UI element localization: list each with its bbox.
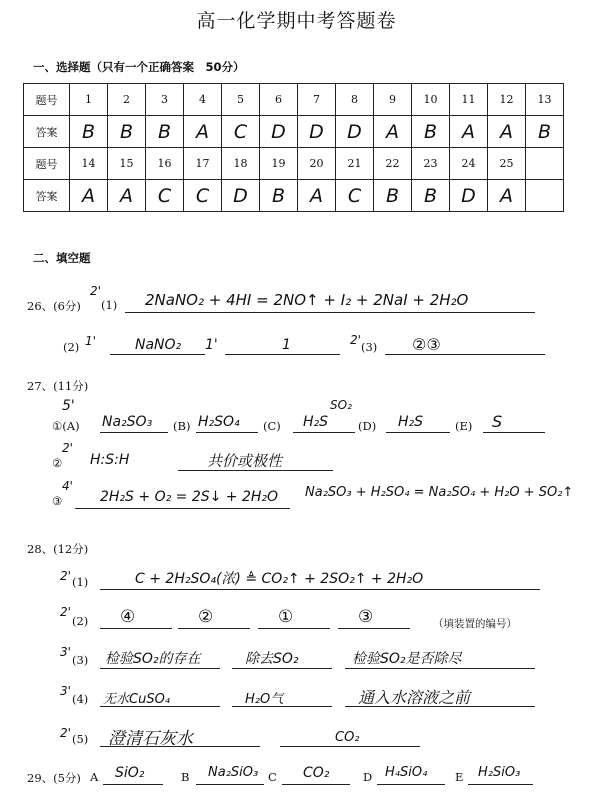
number-cell: 5 <box>222 84 260 116</box>
q26-answer1: 2NaNO₂ + 4HI = 2NO↑ + I₂ + 2NaI + 2H₂O <box>145 291 469 309</box>
number-cell: 20 <box>298 148 336 180</box>
q29-partD-label: D <box>363 770 373 784</box>
number-cell: 1 <box>70 84 108 116</box>
answer-cell: A <box>108 180 146 212</box>
q29-answerD: H₄SiO₄ <box>385 765 428 780</box>
number-cell: 15 <box>108 148 146 180</box>
number-cell <box>526 148 564 180</box>
answer-cell: A <box>298 180 336 212</box>
q27-answer3a-line <box>75 508 290 509</box>
q28-answer2-item: ③ <box>358 607 374 627</box>
q27-answerC: H₂S <box>303 414 329 430</box>
answer-cell: D <box>336 116 374 148</box>
q29-answerE-line <box>468 784 533 785</box>
answer-cell: B <box>412 180 450 212</box>
q29-answerA-line <box>103 784 163 785</box>
q29-partE-label: E <box>455 770 464 784</box>
number-cell: 13 <box>526 84 564 116</box>
q26-part3-label: (3) <box>361 340 378 354</box>
q27-score-mark: 5' <box>62 398 75 414</box>
q28-answer3-line <box>345 668 535 669</box>
answer-cell: C <box>336 180 374 212</box>
q27-answerA: Na₂SO₃ <box>102 414 153 430</box>
q27-label: 27、(11分) <box>27 379 89 393</box>
q28-part4-label: (4) <box>72 692 89 706</box>
section-fill-heading: 二、填空题 <box>33 251 91 265</box>
q26-score-mark: 2' <box>350 333 361 347</box>
q27-partC-label: (C) <box>263 419 281 433</box>
answer-cell: A <box>184 116 222 148</box>
q29-answerB: Na₂SiO₃ <box>208 765 259 780</box>
q28-answer4-item: 无水CuSO₄ <box>103 692 171 707</box>
q26-answer3-line <box>225 354 340 355</box>
table-row-answers-2 <box>24 180 564 212</box>
q28-answer1: C + 2H₂SO₄(浓) ≜ CO₂↑ + 2SO₂↑ + 2H₂O <box>135 571 424 587</box>
q28-answer2-line <box>178 628 250 629</box>
number-cell: 3 <box>146 84 184 116</box>
q29-partC-label: C <box>268 770 277 784</box>
q28-answer4-item: 通入水溶液之前 <box>358 688 471 707</box>
q27-score-mark: 2' <box>62 441 73 455</box>
q29-partA-label: A <box>90 770 99 784</box>
answer-cell: D <box>450 180 488 212</box>
q27-answer2a: H:S:H <box>90 452 130 468</box>
q28-answer2-line <box>100 628 172 629</box>
q27-answerA-line <box>100 432 168 433</box>
q27-partA-label: ①(A) <box>52 419 80 433</box>
q29-partB-label: B <box>181 770 190 784</box>
answer-cell: A <box>488 180 526 212</box>
number-cell: 23 <box>412 148 450 180</box>
answer-cell: B <box>70 116 108 148</box>
q27-answerB-line <box>196 432 258 433</box>
answer-cell: B <box>412 116 450 148</box>
q27-partE-label: (E) <box>455 419 473 433</box>
q28-score-mark: 2' <box>60 605 71 619</box>
number-cell: 2 <box>108 84 146 116</box>
q28-answer3-item: 检验SO₂的存在 <box>105 651 201 667</box>
q28-answer2-item: ② <box>198 607 214 627</box>
q28-answer1-line <box>100 589 540 590</box>
q29-label: 29、(5分) <box>27 771 81 785</box>
answer-cell: D <box>222 180 260 212</box>
number-cell: 12 <box>488 84 526 116</box>
q27-answer3a: 2H₂S + O₂ = 2S↓ + 2H₂O <box>100 489 279 505</box>
q28-answer3-item: 除去SO₂ <box>245 651 299 667</box>
answer-cell <box>526 180 564 212</box>
q28-score-mark: 2' <box>60 726 71 740</box>
q28-answer5-item: 澄清石灰水 <box>108 729 193 749</box>
number-cell: 25 <box>488 148 526 180</box>
answer-table <box>23 83 564 212</box>
q27-part3-label: ③ <box>52 494 63 508</box>
answer-cell: B <box>260 180 298 212</box>
table-row-answers-1 <box>24 116 564 148</box>
number-cell: 8 <box>336 84 374 116</box>
q26-part1-label: (1) <box>101 298 118 312</box>
q27-score-mark: 4' <box>62 479 73 493</box>
q26-answer1-line <box>125 312 535 313</box>
number-cell: 24 <box>450 148 488 180</box>
q27-answerD-line <box>386 432 450 433</box>
q26-part2-label: (2) <box>63 340 80 354</box>
row-label-answer: 答案 <box>24 180 70 212</box>
answer-cell: B <box>526 116 564 148</box>
number-cell: 18 <box>222 148 260 180</box>
q28-answer3-item: 检验SO₂是否除尽 <box>352 651 462 667</box>
number-cell: 22 <box>374 148 412 180</box>
number-cell: 16 <box>146 148 184 180</box>
q28-part1-label: (1) <box>72 575 89 589</box>
q26-answer2: NaNO₂ <box>135 337 182 353</box>
page-title: 高一化学期中考答题卷 <box>196 10 397 32</box>
q28-part2-label: (2) <box>72 614 89 628</box>
table-row-numbers-1 <box>24 84 564 116</box>
q28-answer5-line <box>280 746 420 747</box>
q27-answer3b: Na₂SO₃ + H₂SO₄ = Na₂SO₄ + H₂O + SO₂↑ <box>305 485 574 500</box>
q29-answerC: CO₂ <box>303 765 330 781</box>
q27-answerC-top: SO₂ <box>330 398 352 412</box>
q29-answerB-line <box>196 784 264 785</box>
q27-answer2b: 共价或极性 <box>207 452 283 470</box>
q28-answer3-line <box>100 668 220 669</box>
q27-partD-label: (D) <box>358 419 377 433</box>
answer-cell: B <box>108 116 146 148</box>
q29-answerA: SiO₂ <box>115 765 145 781</box>
q28-answer2-item: ④ <box>120 607 136 627</box>
answer-cell: A <box>488 116 526 148</box>
q27-part2-label: ② <box>52 456 63 470</box>
number-cell: 7 <box>298 84 336 116</box>
section-choice-heading: 一、选择题（只有一个正确答案 50分） <box>33 60 245 74</box>
q28-answer2-item: ① <box>278 607 294 627</box>
number-cell: 9 <box>374 84 412 116</box>
q26-answer3: 1 <box>282 337 291 353</box>
q27-answerE: S <box>492 412 503 431</box>
q28-note: （填装置的编号） <box>433 618 517 630</box>
number-cell: 17 <box>184 148 222 180</box>
q27-answerD: H₂S <box>398 414 424 430</box>
number-cell: 19 <box>260 148 298 180</box>
q28-score-mark: 3' <box>60 645 71 659</box>
number-cell: 14 <box>70 148 108 180</box>
q28-part5-label: (5) <box>72 732 89 746</box>
q26-score-mark: 1' <box>85 334 96 348</box>
q27-answerC-line <box>293 432 355 433</box>
row-label-answer: 答案 <box>24 116 70 148</box>
q28-answer5-item: CO₂ <box>335 730 360 745</box>
number-cell: 10 <box>412 84 450 116</box>
number-cell: 11 <box>450 84 488 116</box>
q28-answer2-line <box>258 628 330 629</box>
answer-cell: C <box>184 180 222 212</box>
row-label-number: 题号 <box>24 148 70 180</box>
answer-cell: D <box>260 116 298 148</box>
q28-score-mark: 3' <box>60 684 71 698</box>
q28-answer4-item: H₂O气 <box>245 692 284 707</box>
number-cell: 6 <box>260 84 298 116</box>
q28-answer2-line <box>338 628 410 629</box>
q29-answerD-line <box>377 784 445 785</box>
answer-cell: C <box>146 180 184 212</box>
answer-cell: B <box>146 116 184 148</box>
q26-score-mark: 2' <box>90 284 101 298</box>
q27-partB-label: (B) <box>173 419 191 433</box>
q26-answer2-line <box>110 354 205 355</box>
q26-answer4-line <box>385 354 545 355</box>
q29-answerE: H₂SiO₃ <box>478 765 521 780</box>
table-row-numbers-2 <box>24 148 564 180</box>
row-label-number: 题号 <box>24 84 70 116</box>
answer-cell: B <box>374 180 412 212</box>
q28-label: 28、(12分) <box>27 542 89 556</box>
q28-score-mark: 2' <box>60 569 71 583</box>
answer-cell: D <box>298 116 336 148</box>
answer-cell: A <box>450 116 488 148</box>
number-cell: 21 <box>336 148 374 180</box>
q29-answerC-line <box>282 784 350 785</box>
q28-answer3-line <box>232 668 332 669</box>
q27-answerB: H₂SO₄ <box>198 414 240 430</box>
q26-label: 26、(6分) <box>27 299 81 313</box>
answer-cell: A <box>374 116 412 148</box>
answer-cell: C <box>222 116 260 148</box>
q26-answer4: ②③ <box>412 335 441 354</box>
q26-score-mark: 1' <box>205 337 218 353</box>
answer-cell: A <box>70 180 108 212</box>
q28-part3-label: (3) <box>72 653 89 667</box>
number-cell: 4 <box>184 84 222 116</box>
q27-answerE-line <box>483 432 545 433</box>
